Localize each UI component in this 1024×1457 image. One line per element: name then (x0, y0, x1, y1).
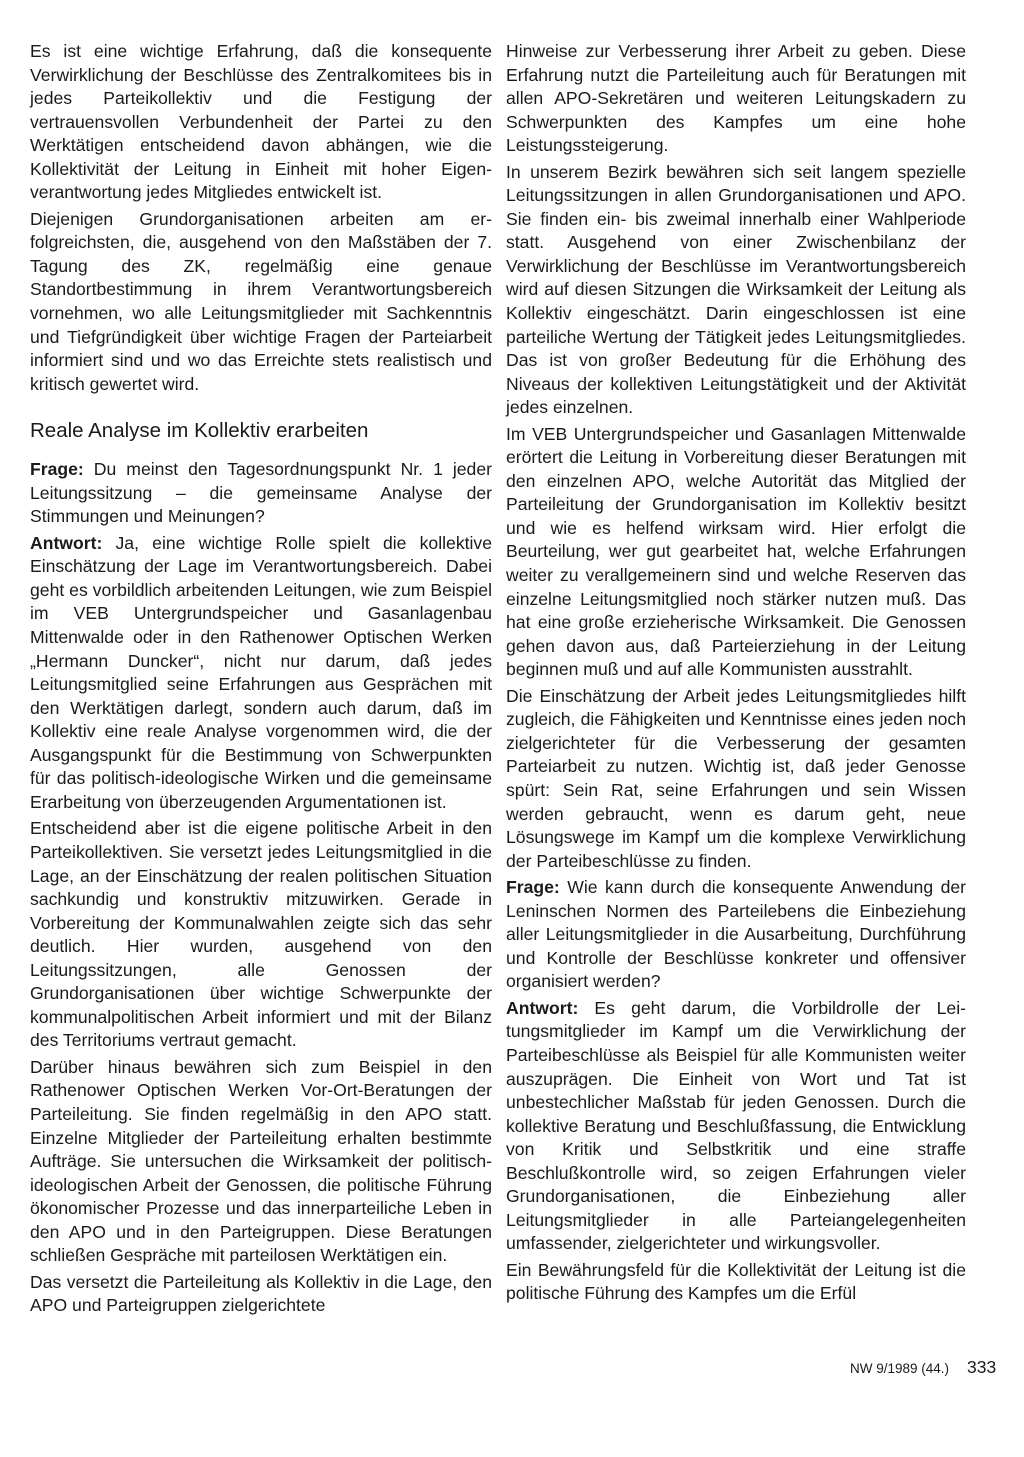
right-column (506, 40, 966, 1309)
paragraph: Ein Bewährungsfeld für die Kollektivität der Leitung ist die politische Führung des Kampfes um die Erfül (506, 1259, 966, 1304)
paragraph: Hinweise zur Verbesserung ihrer Arbeit zu geben. Diese Erfahrung nutzt die Parteileitung auch für Beratungen mit allen APO-Sekretären und weiteren Leitungskadern zu Schwerpunkten des Kampfes um eine hohe Leistungssteigerung. (506, 41, 966, 156)
paragraph: Im VEB Untergrundspeicher und Gasanlagen Mittenwalde erörtert die Leitung in Vorbereitung dieser Beratungen mit den einzelnen APO, welche Autorität das Mitglied der Parteileitung der Grundorganisation im Kollektiv besitzt und wie es helfend wirksam wird. Hier erfolgt die Beurteilung, wer gut gearbeitet hat, welche Erfahrungen weiter zu verallgemeinern sind und welche Reserven das einzelne Leitungsmitglied noch stärker nutzen muß. Das hat eine große erzieherische Wirksamkeit. Die Genossen gehen davon aus, daß Parteierziehung in der Leitung beginnen muß und auf alle Kommunisten ausstrahlt. (506, 423, 966, 680)
left-column (30, 40, 492, 1321)
paragraph: Es ist eine wichtige Erfahrung, daß die konsequente Verwirklichung der Beschlüsse des Zentralkomitees bis in jedes Parteikollektiv und die Festigung der vertrauensvollen Verbundenheit der Partei zu den Werktätigen entscheidend davon abhängen, wie die Kollektivität der Leitung in Einheit mit hoher Eigenverantwortung jedes Mitgliedes entwickelt ist. (30, 41, 492, 203)
issue-reference: NW 9/1989 (44.) (850, 1361, 950, 1376)
question-text: Du meinst den Tagesordnungspunkt Nr. 1 jeder Leitungssitzung – die gemeinsame Analyse der Stimmungen und Meinungen? (30, 459, 492, 527)
answer-text: Ja, eine wichtige Rolle spielt die kollektive Einschätzung der Lage im Verantwortungsbereich. Dabei geht es vorbildlich arbeitenden Leitungen, wie zum Beispiel im VEB Untergrundspeicher und Gasanlagenbau Mittenwalde oder in den Rathenower Optischen Werken „Hermann Duncker“, nicht nur darum, daß jedes Leitungsmitglied seine Erfahrungen aus Gesprächen mit den Werktätigen darlegt, sondern auch darum, daß im Kollektiv eine reale Analyse vorgenommen wird, die der Ausgangspunkt für die Bestimmung von Schwerpunkten für das politisch-ideologische Wirken und die gemeinsame Erarbeitung von überzeugenden Argumentationen ist. (30, 532, 492, 812)
paragraph: In unserem Bezirk bewähren sich seit langem spezielle Leitungssitzungen in allen Grundorganisationen und APO. Sie finden ein- bis zweimal innerhalb einer Wahlperiode statt. Ausgehend von einer Zwischenbilanz der Verwirklichung der Beschlüsse im Verantwortungsbereich wird auf diesen Sitzungen die Wirksamkeit der Leitung als Kollektiv eingeschätzt. Darin eingeschlossen ist eine parteiliche Wertung der Tätigkeit jedes Leitungsmitgliedes. Das ist von großer Bedeutung für die Erhöhung des Niveaus der kollektiven Leitungstätigkeit und der Aktivität jedes einzelnen. (506, 161, 966, 418)
question-label: Frage: (30, 459, 84, 480)
answer-label: Antwort: (506, 997, 579, 1018)
paragraph: Diejenigen Grundorganisationen arbeiten am erfolgreichsten, die, ausgehend von den Maßstäben der 7. Tagung des ZK, regelmäßig eine genaue Standortbestimmung in ihrem Verantwortungsbereich vornehmen, wo alle Leitungsmitglieder mit Sachkenntnis und Tiefgründigkeit über wichtige Fragen der Parteiarbeit informiert sind und wo das Erreichte stets realistisch und kritisch gewertet wird. (30, 208, 492, 394)
page-number: 333 (967, 1357, 997, 1377)
question-label: Frage: (506, 877, 560, 898)
answer-paragraph (30, 532, 492, 815)
paragraph: Darüber hinaus bewähren sich zum Beispiel in den Rathenower Optischen Werken Vor-Ort-Beratungen der Parteileitung. Sie finden regelmäßig in den APO statt. Einzelne Mitglieder der Parteileitung erhalten bestimmte Aufträge. Sie untersuchen die Wirksamkeit der politisch-ideologischen Arbeit der Genossen, die politische Führung ökonomischer Prozesse und das innerparteiliche Leben in den APO und in den Parteigruppen. Diese Beratungen schließen Gespräche mit parteilosen Werktätigen ein. (30, 1056, 492, 1266)
question-paragraph (30, 458, 492, 529)
page-footer (850, 1357, 997, 1378)
paragraph: Die Einschätzung der Arbeit jedes Leitungsmitgliedes hilft zugleich, die Fähigkeiten und Kenntnisse eines jeden noch zielgerichteter für die Verbesserung der gesamten Parteiarbeit zu nutzen. Wichtig ist, daß jeder Genosse spürt: Sein Rat, seine Erfahrungen und sein Wissen werden gebraucht, wenn es darum geht, neue Lösungswege im Kampf um die komplexe Verwirklichung der Parteibeschlüsse zu finden. (506, 685, 966, 871)
section-heading: Reale Analyse im Kollektiv erarbeiten (30, 419, 369, 443)
answer-paragraph (506, 997, 966, 1256)
answer-text: Es geht darum, die Vorbildrolle der Leitungsmitglieder im Kampf um die Verwirklichung der Parteibeschlüsse als Beispiel für alle Kommunisten weiter auszuprägen. Die Einheit von Wort und Tat ist unbestechlicher Maßstab für jeden Genossen. Durch die kollektive Beratung und Beschlußfassung, die Entwicklung von Kritik und Selbstkritik und eine straffe Beschlußkontrolle wird, so zeigen Erfahrungen vieler Grundorganisationen, die Einbeziehung aller Leitungsmitglieder in alle Parteiangelegenheiten umfassender, zielgerichteter und wirkungsvoller. (506, 997, 966, 1254)
question-paragraph (506, 876, 966, 994)
question-text: Wie kann durch die konsequente Anwendung der Leninschen Normen des Parteilebens die Einbeziehung aller Leitungsmitglieder in die Ausarbeitung, Durchführung und Kontrolle der Beschlüsse konkreter und offensiver organisiert werden? (506, 877, 966, 992)
paragraph: Entscheidend aber ist die eigene politische Arbeit in den Parteikollektiven. Sie versetzt jedes Leitungsmitglied in die Lage, an der Einschätzung der realen politischen Situation sachkundig und konstruktiv mitzuwirken. Gerade in Vorbereitung der Kommunalwahlen zeigte sich das sehr deutlich. Hier wurden, ausgehend von den Leitungssitzungen, alle Genossen der Grundorganisationen über wichtige Schwerpunkte der kommunalpolitischen Arbeit informiert und mit der Bilanz des Territoriums vertraut gemacht. (30, 818, 492, 1051)
paragraph: Das versetzt die Parteileitung als Kollektiv in die Lage, den APO und Parteigruppen zielgerichtete (30, 1271, 492, 1316)
answer-label: Antwort: (30, 532, 103, 553)
